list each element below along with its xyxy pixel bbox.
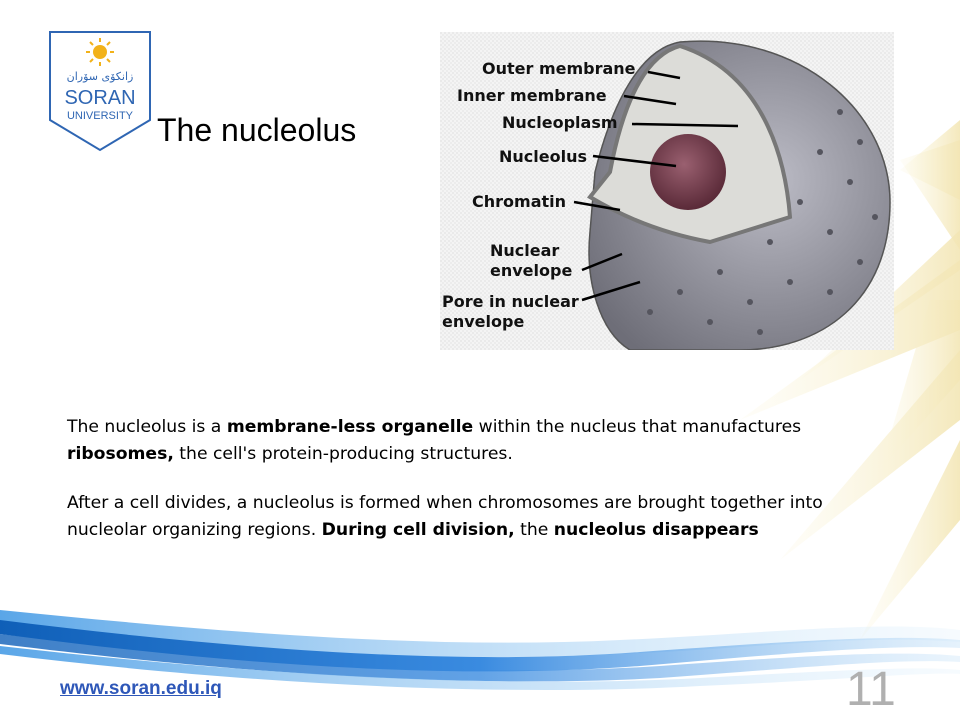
paragraph-2-text-a: After a cell divides, a nucleolus is formed when chromosomes are brought together into nucleolar organizing regions. bbox=[67, 493, 823, 540]
paragraph-1 bbox=[67, 414, 887, 468]
paragraph-1-bold-a: membrane-less organelle bbox=[226, 417, 474, 437]
slide-title: The nucleolus bbox=[157, 112, 357, 148]
paragraph-1-bold-b: ribosomes, bbox=[67, 444, 174, 464]
paragraph-1-text-c: the cell's protein-producing structures. bbox=[173, 444, 513, 464]
paragraph-2-text-b: the bbox=[514, 520, 554, 540]
body-text bbox=[67, 414, 887, 566]
paragraph-2-bold-a: During cell division, bbox=[321, 520, 515, 540]
label-outer-membrane: Outer membrane bbox=[482, 59, 636, 78]
label-nuclear: Nuclear bbox=[490, 241, 560, 260]
logo-name-line1: SORAN bbox=[64, 87, 136, 109]
logo-arabic-text: زانكۆی سۆران bbox=[66, 70, 134, 83]
paragraph-1-text-a: The nucleolus is a bbox=[67, 417, 227, 437]
label-nucleolus: Nucleolus bbox=[499, 147, 587, 166]
nucleolus-body bbox=[650, 134, 726, 210]
paragraph-2 bbox=[67, 490, 887, 544]
paragraph-2-bold-b: nucleolus disappears bbox=[553, 520, 759, 540]
nucleus-diagram bbox=[440, 32, 894, 350]
label-pore-in-nuclear: Pore in nuclear bbox=[442, 292, 579, 311]
label-envelope: envelope bbox=[490, 261, 573, 280]
label-chromatin: Chromatin bbox=[472, 192, 567, 211]
footer-website-link[interactable]: www.soran.edu.iq bbox=[60, 678, 222, 699]
label-inner-membrane: Inner membrane bbox=[457, 86, 607, 105]
label-pore-envelope: envelope bbox=[442, 312, 525, 331]
label-nucleoplasm: Nucleoplasm bbox=[502, 113, 618, 132]
soran-university-logo bbox=[48, 30, 152, 152]
paragraph-1-text-b: within the nucleus that manufactures bbox=[473, 417, 802, 437]
logo-name-line2: UNIVERSITY bbox=[66, 110, 134, 122]
page-number: 11 bbox=[846, 663, 896, 716]
footer-waves bbox=[0, 590, 960, 720]
